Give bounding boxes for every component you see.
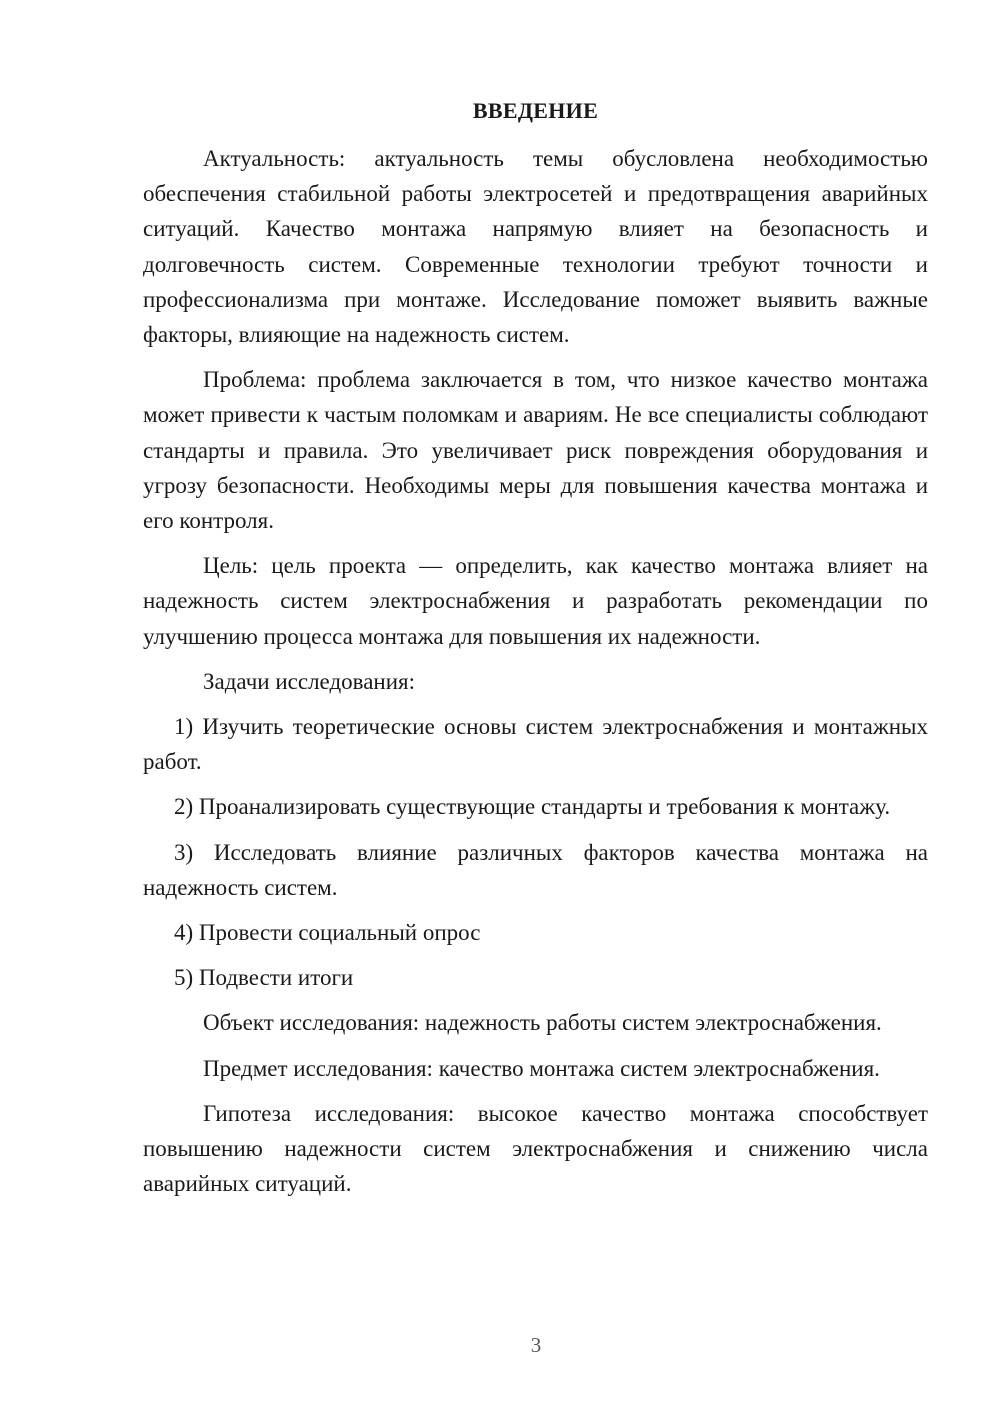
task-item-1: 1) Изучить теоретические основы систем электроснабжения и монтажных работ. — [143, 714, 928, 775]
paragraph-goal: Цель: цель проекта — определить, как качество монтажа влияет на надежность систем электроснабжения и разработать рекомендации по улучшению процесса монтажа для повышения их надежности. — [143, 553, 928, 649]
paragraph-object: Объект исследования: надежность работы систем электроснабжения. — [203, 1010, 882, 1036]
task-item-3: 3) Исследовать влияние различных факторов качества монтажа на надежность систем. — [143, 839, 928, 900]
paragraph-hypothesis: Гипотеза исследования: высокое качество монтажа способствует повышению надежности систем электроснабжения и снижению числа аварийных ситуаций. — [143, 1100, 928, 1197]
task-item-5: 5) Подвести итоги — [174, 965, 354, 991]
paragraph-relevance: Актуальность: актуальность темы обусловлена необходимостью обеспечения стабильной работы электросетей и предотвращения аварийных ситуаций. Качество монтажа напрямую влияет на безопасность и долговечность систем. Современные технологии требуют точности и профессионализма при монтаже. Исследование поможет выявить важные факторы, влияющие на надежность систем. — [143, 146, 928, 348]
page-title: ВВЕДЕНИЕ — [472, 98, 599, 123]
paragraph-tasks-heading: Задачи исследования: — [203, 668, 416, 694]
task-item-2: 2) Проанализировать существующие стандарты и требования к монтажу. — [174, 794, 891, 820]
task-item-4: 4) Провести социальный опрос — [174, 920, 481, 946]
paragraph-subject: Предмет исследования: качество монтажа систем электроснабжения. — [203, 1055, 880, 1081]
paragraph-problem: Проблема: проблема заключается в том, что низкое качество монтажа может привести к частым поломкам и авариям. Не все специалисты соблюдают стандарты и правила. Это увеличивает риск повреждения оборудования и угрозу безопасности. Необходимы меры для повышения качества монтажа и его контроля. — [143, 367, 928, 534]
page-number: 3 — [530, 1333, 542, 1357]
page-content — [143, 93, 928, 1211]
